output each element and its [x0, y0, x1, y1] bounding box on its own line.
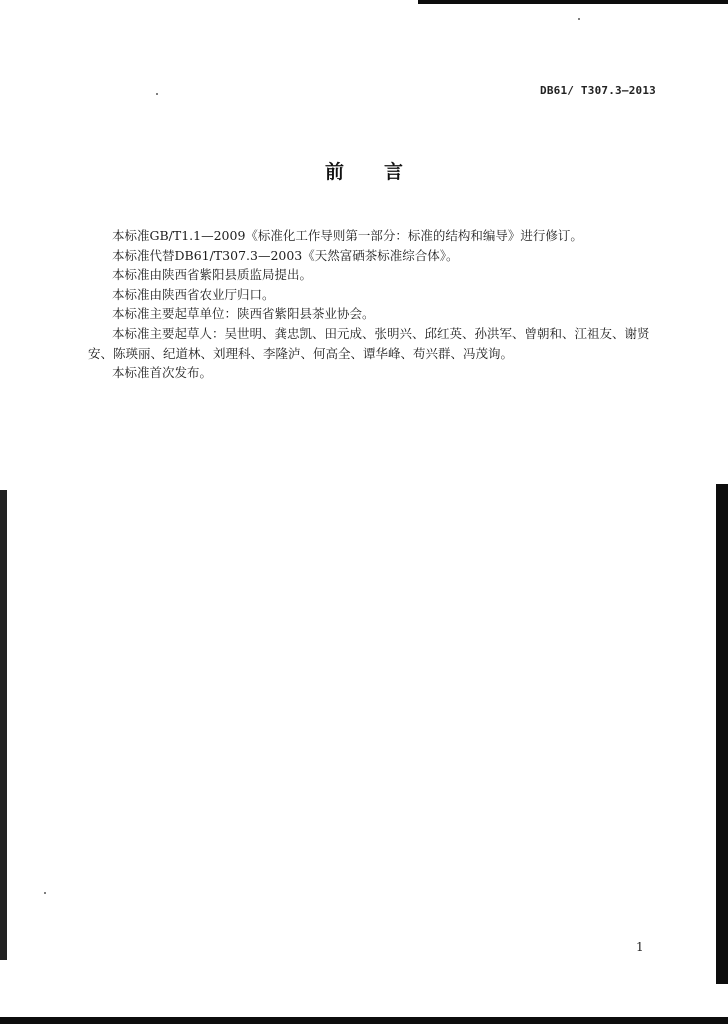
document-code: DB61/ T307.3—2013 — [540, 84, 656, 97]
scan-speck — [156, 93, 158, 95]
paragraph-drafting-unit: 本标准主要起草单位：陕西省紫阳县茶业协会。 — [112, 306, 375, 322]
paragraph-first-release: 本标准首次发布。 — [112, 365, 213, 381]
scan-speck — [578, 18, 580, 20]
page-title: 前言 — [324, 161, 443, 183]
scan-speck — [44, 892, 46, 894]
paragraph-proposed-by: 本标准由陕西省紫阳县质监局提出。 — [112, 267, 313, 283]
scan-edge-right — [716, 484, 728, 984]
scan-edge-bottom — [0, 1017, 728, 1024]
foreword-body — [88, 226, 660, 383]
paragraph-under-jurisdiction: 本标准由陕西省农业厅归口。 — [112, 286, 275, 302]
paragraph-drafters: 本标准主要起草人：吴世明、龚忠凯、田元成、张明兴、邱红英、孙洪军、曾朝和、江祖友、谢贤安、陈瑛丽、纪道林、刘理科、李隆泸、何高全、谭华峰、苟兴群、冯茂询。 — [88, 325, 650, 361]
scan-edge-left — [0, 490, 7, 960]
paragraph-replaces: 本标准代替DB61/T307.3—2003《天然富硒茶标准综合体》。 — [112, 247, 459, 263]
page-number: 1 — [636, 940, 644, 954]
paragraph-revision-basis: 本标准GB/T1.1—2009《标准化工作导则第一部分：标准的结构和编导》进行修订。 — [112, 228, 583, 243]
scan-edge-top — [418, 0, 728, 4]
